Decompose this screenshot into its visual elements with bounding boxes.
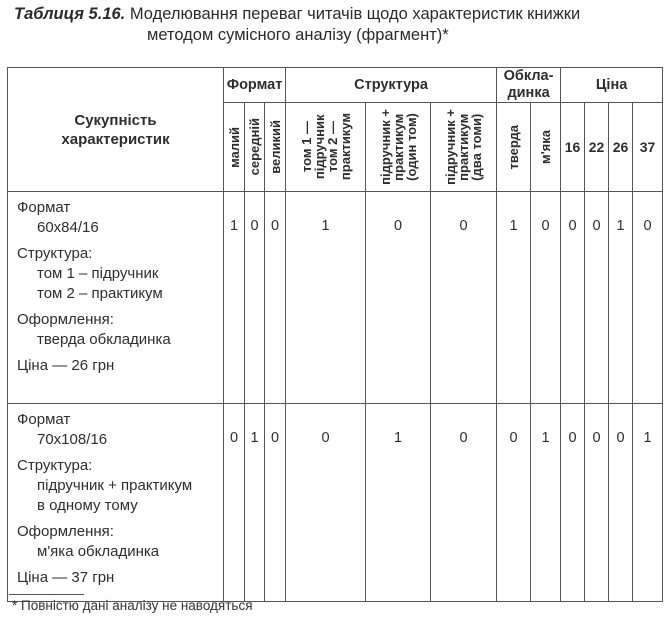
- caption-line2: методом сумісного аналізу (фрагмент)*: [147, 26, 449, 44]
- cell-value: 0: [585, 192, 609, 404]
- col-cover-hard: тверда: [497, 103, 531, 192]
- structure-value: том 1 – підручник: [37, 265, 159, 282]
- cell-value: 0: [531, 192, 561, 404]
- structure-label: Структура:: [17, 245, 93, 262]
- cell-value: 1: [531, 404, 561, 602]
- col-format-large: великий: [265, 103, 286, 192]
- col-price-37: 37: [633, 103, 663, 192]
- format-label: Формат: [17, 411, 71, 428]
- cell-value: 1: [224, 192, 245, 404]
- cell-value: 1: [497, 192, 531, 404]
- col-price-26: 26: [609, 103, 633, 192]
- cell-value: 0: [286, 404, 366, 602]
- cell-value: 0: [431, 192, 497, 404]
- price-text: Ціна — 37 грн: [17, 569, 115, 586]
- cell-value: 0: [366, 192, 431, 404]
- cell-value: 0: [265, 192, 286, 404]
- col-cover-soft: м'яка: [531, 103, 561, 192]
- col-structure-two-volumes-split: том 1 — підручник том 2 — практикум: [286, 103, 366, 192]
- format-value: 70х108/16: [37, 431, 108, 448]
- table-row: [8, 192, 663, 404]
- cell-value: 0: [245, 192, 265, 404]
- row-description: [8, 404, 224, 602]
- format-value: 60х84/16: [37, 219, 99, 236]
- cell-value: 1: [609, 192, 633, 404]
- col-price-22: 22: [585, 103, 609, 192]
- cell-value: 0: [497, 404, 531, 602]
- header-row-groups: [8, 68, 663, 103]
- cell-value: 0: [633, 192, 663, 404]
- col-structure-two-volumes: підручник + практикум (два томи): [431, 103, 497, 192]
- cell-value: 0: [431, 404, 497, 602]
- cell-value: 0: [585, 404, 609, 602]
- structure-label: Структура:: [17, 457, 93, 474]
- structure-value: підручник + практикум: [37, 477, 193, 494]
- header-cover: Обкла- динка: [497, 68, 561, 103]
- row-description: [8, 192, 224, 404]
- cell-value: 1: [633, 404, 663, 602]
- col-price-16: 16: [561, 103, 585, 192]
- cover-label: Оформлення:: [17, 311, 114, 328]
- header-format: Формат: [224, 68, 286, 103]
- structure-value: том 2 – практикум: [37, 285, 163, 302]
- header-structure: Структура: [286, 68, 497, 103]
- table-row: [8, 404, 663, 602]
- cell-value: 0: [265, 404, 286, 602]
- caption-line1: Моделювання переваг читачів щодо характеристик книжки: [129, 5, 581, 23]
- cell-value: 0: [224, 404, 245, 602]
- caption-label: Таблиця 5.16.: [14, 5, 126, 23]
- header-set: Сукупність характеристик: [8, 68, 224, 192]
- table-caption: [14, 4, 664, 46]
- col-format-small: малий: [224, 103, 245, 192]
- cell-value: 1: [245, 404, 265, 602]
- cover-value: м'яка обкладинка: [37, 543, 160, 560]
- col-format-medium: середній: [245, 103, 265, 192]
- cell-value: 0: [609, 404, 633, 602]
- cover-value: тверда обкладинка: [37, 331, 171, 348]
- footnote-divider: [9, 594, 84, 595]
- cell-value: 1: [366, 404, 431, 602]
- conjoint-table: [7, 67, 663, 602]
- header-price: Ціна: [561, 68, 663, 103]
- cover-label: Оформлення:: [17, 523, 114, 540]
- cell-value: 0: [561, 404, 585, 602]
- cell-value: 0: [561, 192, 585, 404]
- format-label: Формат: [17, 199, 71, 216]
- cell-value: 1: [286, 192, 366, 404]
- col-structure-one-volume: підручник + практикум (один том): [366, 103, 431, 192]
- structure-value: в одному тому: [37, 497, 138, 514]
- footnote: * Повністю дані аналізу не наводяться: [12, 598, 253, 613]
- price-text: Ціна — 26 грн: [17, 357, 115, 374]
